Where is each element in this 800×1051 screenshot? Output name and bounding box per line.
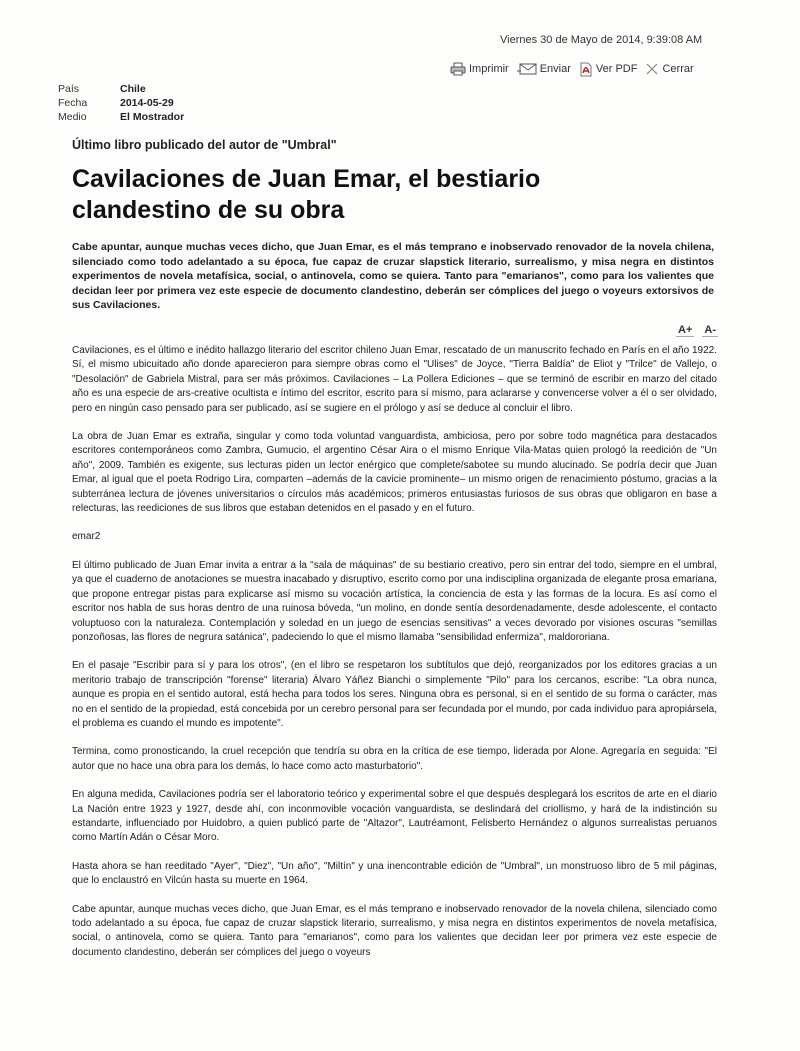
meta-label: Fecha	[58, 97, 88, 109]
close-icon	[645, 62, 659, 76]
meta-value: El Mostrador	[120, 111, 185, 123]
meta-row-date	[58, 96, 184, 110]
body-paragraph: Termina, como pronosticando, la cruel recepción que tendría su obra en la crítica de ese tiempo, liderada por Alone. Agregaría en seguida: "El autor que no hace una obra para los demás, lo hace como acto masturbatorio".	[72, 746, 717, 772]
body-paragraph: El último publicado de Juan Emar invita a entrar a la "sala de máquinas" de su bestiario creativo, pero sin entrar del todo, siempre en el umbral, ya que el cuaderno de anotaciones se muestra inacabado y disruptivo, escrito como por una indisciplina organizada de elegante prosa emariana, que propone entregar pistas para explicarse así mismo su vocación artística, la conciencia de esta y las formas de la locura. Es así como el escritor nos habla de sus horas dentro de una ruinosa bóveda, "un molino, en donde sentía desordenadamente, desde adolescente, el contacto voluptuoso con la naturaleza. Contemplación y soledad en un juego de esencias sensitivas" a veces devorado por visiones oscuras "semillas ponzoñosas, las flores de negrura satánica", padeciendo lo que el mismo llamaba "sensibilidad enfermiza", maldororiana.	[72, 559, 717, 643]
body-paragraph: Cabe apuntar, aunque muchas veces dicho, que Juan Emar, es el más temprano e inobservado renovador de la novela chilena, silenciado como todo adelantado a su época, fue capaz de cruzar slapstick literario, surrealismo, y misa negra en distintos experimentos de novela metafísica, social, o antinovela, como se quiera. Tanto para "emarianos", como para los valientes que decidan leer por primera vez este especie de documento clandestino, deberán ser cómplices del juego o voyeurs	[72, 903, 717, 958]
body-paragraph: En alguna medida, Cavilaciones podría ser el laboratorio teórico y experimental sobre el que después desplegará los escritos de arte en el diario La Nación entre 1923 y 1927, desde ahí, con inconmovible vocación vanguardista, se deslindará del criollismo, y hará de la indistinción su estandarte, influenciado por Huidobro, a quien publicó parte de "Altazor", Lautréamont, Felisberto Hernández o algunos surrealistas peruanos como Martín Adán o César Moro.	[72, 789, 717, 844]
close-label: Cerrar	[662, 63, 694, 75]
body-paragraph: En el pasaje "Escribir para sí y para los otros", (en el libro se respetaron los subtítulos que dejó, reorganizados por los editores gracias a un meritorio trabajo de transcripción "forense" literaria) Álvaro Yáñez Bianchi o simplemente "Pilo" para los cercanos, escribe: "La obra nunca, aunque es propia en el sentido autoral, está hecha para todos los seres. Ninguna obra es personal, si en el sentido de su forma o carácter, mas no en el sentido de la propiedad, está concebida por un cerebro personal para ser fecundada por el mundo, por cada individuo para apropiársela, el problema es cuando el mundo es impotente".	[72, 660, 717, 729]
font-decrease-button[interactable]: A-	[704, 324, 716, 336]
article-headline	[72, 164, 762, 226]
meta-value: Chile	[120, 83, 146, 95]
view-pdf-button[interactable]	[579, 62, 638, 77]
meta-row-country	[58, 82, 184, 96]
print-button[interactable]	[450, 62, 509, 76]
printer-icon	[450, 62, 466, 76]
font-size-controls	[676, 324, 718, 337]
envelope-icon	[517, 62, 537, 76]
send-label: Enviar	[539, 63, 571, 75]
body-paragraph: Cavilaciones, es el último e inédito hallazgo literario del escritor chileno Juan Emar, rescatado de un manuscrito fechado en París en el año 1922. Sí, el mismo ubicuitado año donde aparecieron para siempre obras como el "Ulises" de Joyce, "Tierra Baldía" de Eliot y "Trilce" de Vallejo, o "Desolación" de Gabriela Mistral, para ser más próximos. Cavilaciones – La Pollera Ediciones – que se terminó de escribir en marzo del citado año es una especie de ars-creative ocultista e íntimo del escritor, escrito para sí mismo, para aclararse y convencerse volver a él o ser olvidado, pero en ningún caso pensado para ser publicado, así se sugiere en el prólogo y así se deduce al concluir el libro.	[72, 345, 717, 414]
meta-row-outlet	[58, 110, 184, 124]
close-button[interactable]	[645, 62, 693, 76]
print-label: Imprimir	[469, 63, 509, 75]
meta-value: 2014-05-29	[120, 97, 174, 109]
send-button[interactable]	[517, 62, 571, 76]
toolbar	[450, 60, 694, 78]
body-paragraph: Hasta ahora se han reeditado "Ayer", "Diez", "Un año", "Miltín" y una inencontrable edición de "Umbral", un monstruoso libro de 5 mil páginas, que lo enclaustró en Vilcún hasta su muerte en 1964.	[72, 860, 717, 887]
headline-line-2: clandestino de su obra	[72, 196, 345, 224]
font-increase-button[interactable]: A+	[678, 324, 693, 336]
pdf-icon	[579, 62, 593, 77]
metadata-block	[58, 82, 184, 124]
meta-label: Medio	[58, 111, 87, 123]
timestamp: Viernes 30 de Mayo de 2014, 9:39:08 AM	[500, 34, 703, 46]
body-paragraph: La obra de Juan Emar es extraña, singular y como toda voluntad vanguardista, ambiciosa, pero por sobre todo magnética para destacados escritores contemporáneos como Zambra, Gumucio, el argentino César Aira o el mismo Enrique Vila-Matas quien prologó la reedición de "Un año", 2009. También es exigente, sus lecturas piden un lector enérgico que complete/sabotee su mundo alucinado. Se podría decir que Juan Emar, al igual que el poeta Rodrigo Lira, comparten –además de la cavicie prominente– un mismo origen de renacimiento póstumo, gracias a la subterránea lectura de jóvenes universitarios o círculos más académicos; primeros entusiastas furiosos de sus obras que obligaron en base a relecturas, las reediciones de sus libros que estaban detenidos en el pasado y en el futuro.	[72, 431, 717, 515]
article-lead: Cabe apuntar, aunque muchas veces dicho, que Juan Emar, es el más temprano e inobservado renovador de la novela chilena, silenciado como todo adelantado a su época, fue capaz de cruzar slapstick literario, surrealismo, y misa negra en distintos experimentos de novela metafísica, social, o antinovela, como se quiera. Tanto para "emarianos", como para los valientes que decidan leer por primera vez este especie de documento clandestino, deberán ser cómplices del juego o voyeurs extorsivos de sus Cavilaciones.	[72, 241, 714, 312]
meta-label: País	[58, 83, 80, 95]
article-body	[72, 344, 717, 974]
pdf-label: Ver PDF	[595, 63, 638, 75]
headline-line-1: Cavilaciones de Juan Emar, el bestiario	[72, 165, 541, 193]
image-caption-label: emar2	[72, 531, 101, 543]
article-kicker: Último libro publicado del autor de "Umbral"	[72, 138, 337, 152]
